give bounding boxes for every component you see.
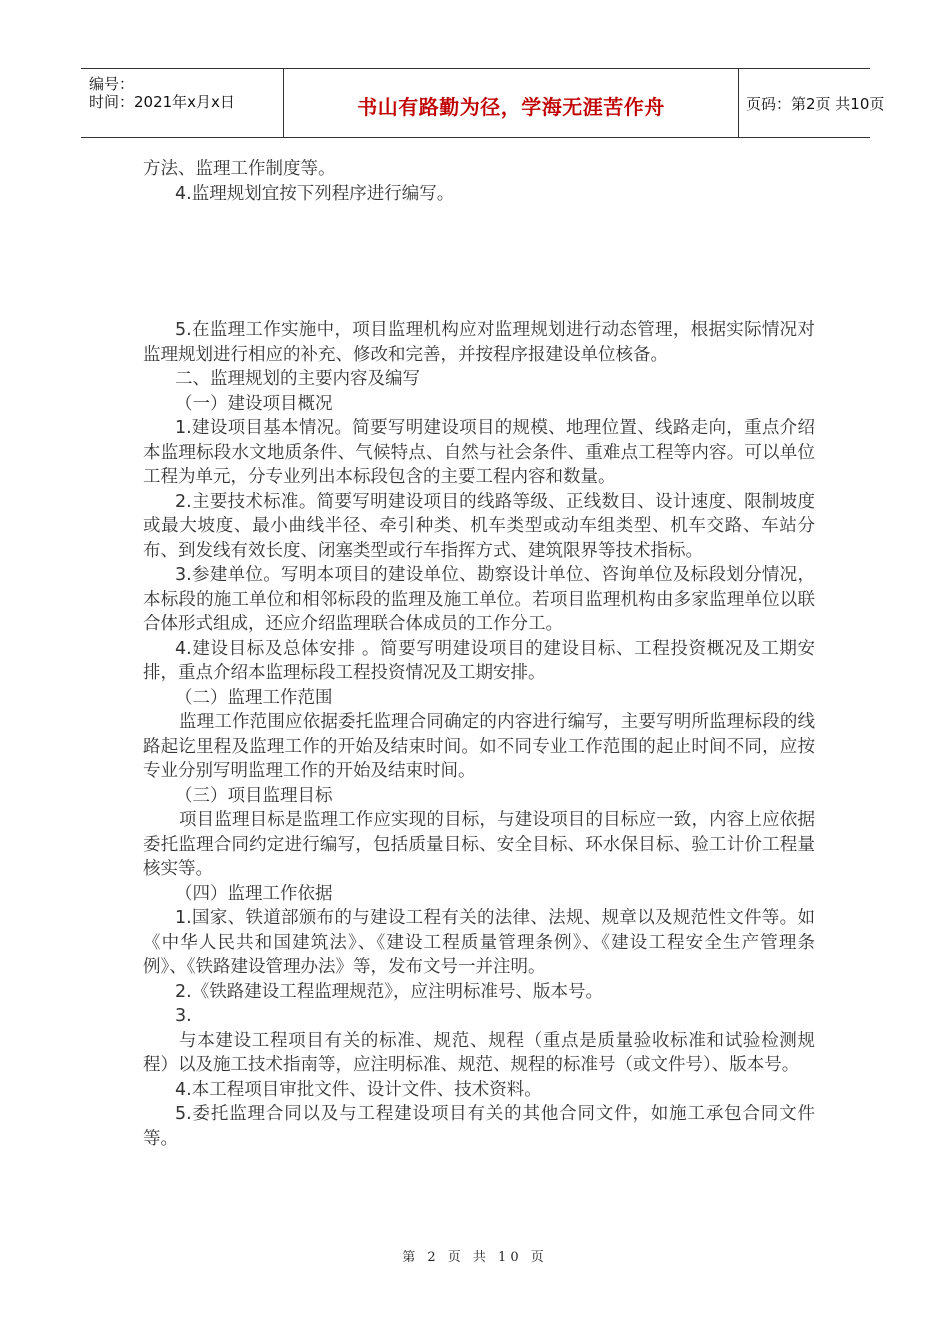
paragraph: 4.监理规划宜按下列程序进行编写。 bbox=[175, 183, 455, 204]
paragraph: 1.建设项目基本情况。简要写明建设项目的规模、地理位置、线路走向，重点介绍本监理标段水文地质条件、气候特点、自然与社会条件、重难点工程等内容。可以单位工程为单元，分专业列出本标段包含的主要工程内容和数量。 bbox=[143, 418, 815, 487]
figure-placeholder bbox=[143, 206, 815, 318]
paragraph: 4.建设目标及总体安排 。简要写明建设项目的建设目标、工程投资概况及工期安排，重点介绍本监理标段工程投资情况及工期安排。 bbox=[143, 638, 815, 683]
header-page-info: 页码：第2页 共10页 bbox=[746, 95, 885, 113]
paragraph: 监理工作范围应依据委托监理合同确定的内容进行编写，主要写明所监理标段的线路起讫里程及监理工作的开始及结束时间。如不同专业工作范围的起止时间不同，应按专业分别写明监理工作的开始及结束时间。 bbox=[143, 712, 815, 781]
paragraph: 5.在监理工作实施中，项目监理机构应对监理规划进行动态管理，根据实际情况对监理规划进行相应的补充、修改和完善，并按程序报建设单位核备。 bbox=[143, 320, 815, 365]
paragraph: 4.本工程项目审批文件、设计文件、技术资料。 bbox=[175, 1079, 542, 1100]
document-time: 时间：2021年x月x日 bbox=[89, 93, 235, 111]
paragraph: 项目监理目标是监理工作应实现的目标，与建设项目的目标应一致，内容上应依据委托监理合同约定进行编写，包括质量目标、安全目标、环水保目标、验工计价工程量核实等。 bbox=[143, 810, 815, 879]
paragraph: 3. bbox=[175, 1006, 192, 1026]
paragraph: 方法、监理工作制度等。 bbox=[143, 159, 336, 179]
section-heading: 二、监理规划的主要内容及编写 bbox=[175, 369, 420, 389]
paragraph: 2.主要技术标准。简要写明建设项目的线路等级、正线数目、设计速度、限制坡度或最大坡度、最小曲线半径、牵引种类、机车类型或动车组类型、机车交路、车站分布、到发线有效长度、闭塞类型或行车指挥方式、建筑限界等技术指标。 bbox=[143, 491, 815, 561]
paragraph: 3.参建单位。写明本项目的建设单位、勘察设计单位、咨询单位及标段划分情况，本标段的施工单位和相邻标段的监理及施工单位。若项目监理机构由多家监理单位以联合体形式组成，还应介绍监理联合体成员的工作分工。 bbox=[143, 565, 815, 634]
paragraph: 2.《铁路建设工程监理规范》，应注明标准号、版本号。 bbox=[175, 981, 603, 1002]
subsection-heading: （三）项目监理目标 bbox=[175, 785, 333, 806]
header-table bbox=[81, 68, 885, 138]
header-motto: 书山有路勤为径，学海无涯苦作舟 bbox=[357, 95, 665, 119]
document-number: 编号： bbox=[89, 75, 135, 93]
subsection-heading: （四）监理工作依据 bbox=[175, 883, 333, 904]
document-body bbox=[143, 157, 815, 1151]
page-footer: 第 2 页 共 10 页 bbox=[402, 1250, 548, 1265]
paragraph: 1.国家、铁道部颁布的与建设工程有关的法律、法规、规章以及规范性文件等。如《中华人民共和国建筑法》、《建设工程质量管理条例》、《建设工程安全生产管理条例》、《铁路建设管理办法》等，发布文号一并注明。 bbox=[143, 908, 815, 977]
header-motto-cell bbox=[283, 69, 739, 137]
header-meta-cell bbox=[81, 69, 283, 137]
paragraph: 5.委托监理合同以及与工程建设项目有关的其他合同文件，如施工承包合同文件等。 bbox=[143, 1104, 815, 1149]
subsection-heading: （二）监理工作范围 bbox=[175, 687, 333, 708]
header-page-cell bbox=[738, 69, 885, 137]
subsection-heading: （一）建设项目概况 bbox=[175, 393, 333, 414]
paragraph: 与本建设工程项目有关的标准、规范、规程（重点是质量验收标准和试验检测规程）以及施工技术指南等，应注明标准、规范、规程的标准号（或文件号）、版本号。 bbox=[143, 1030, 815, 1075]
